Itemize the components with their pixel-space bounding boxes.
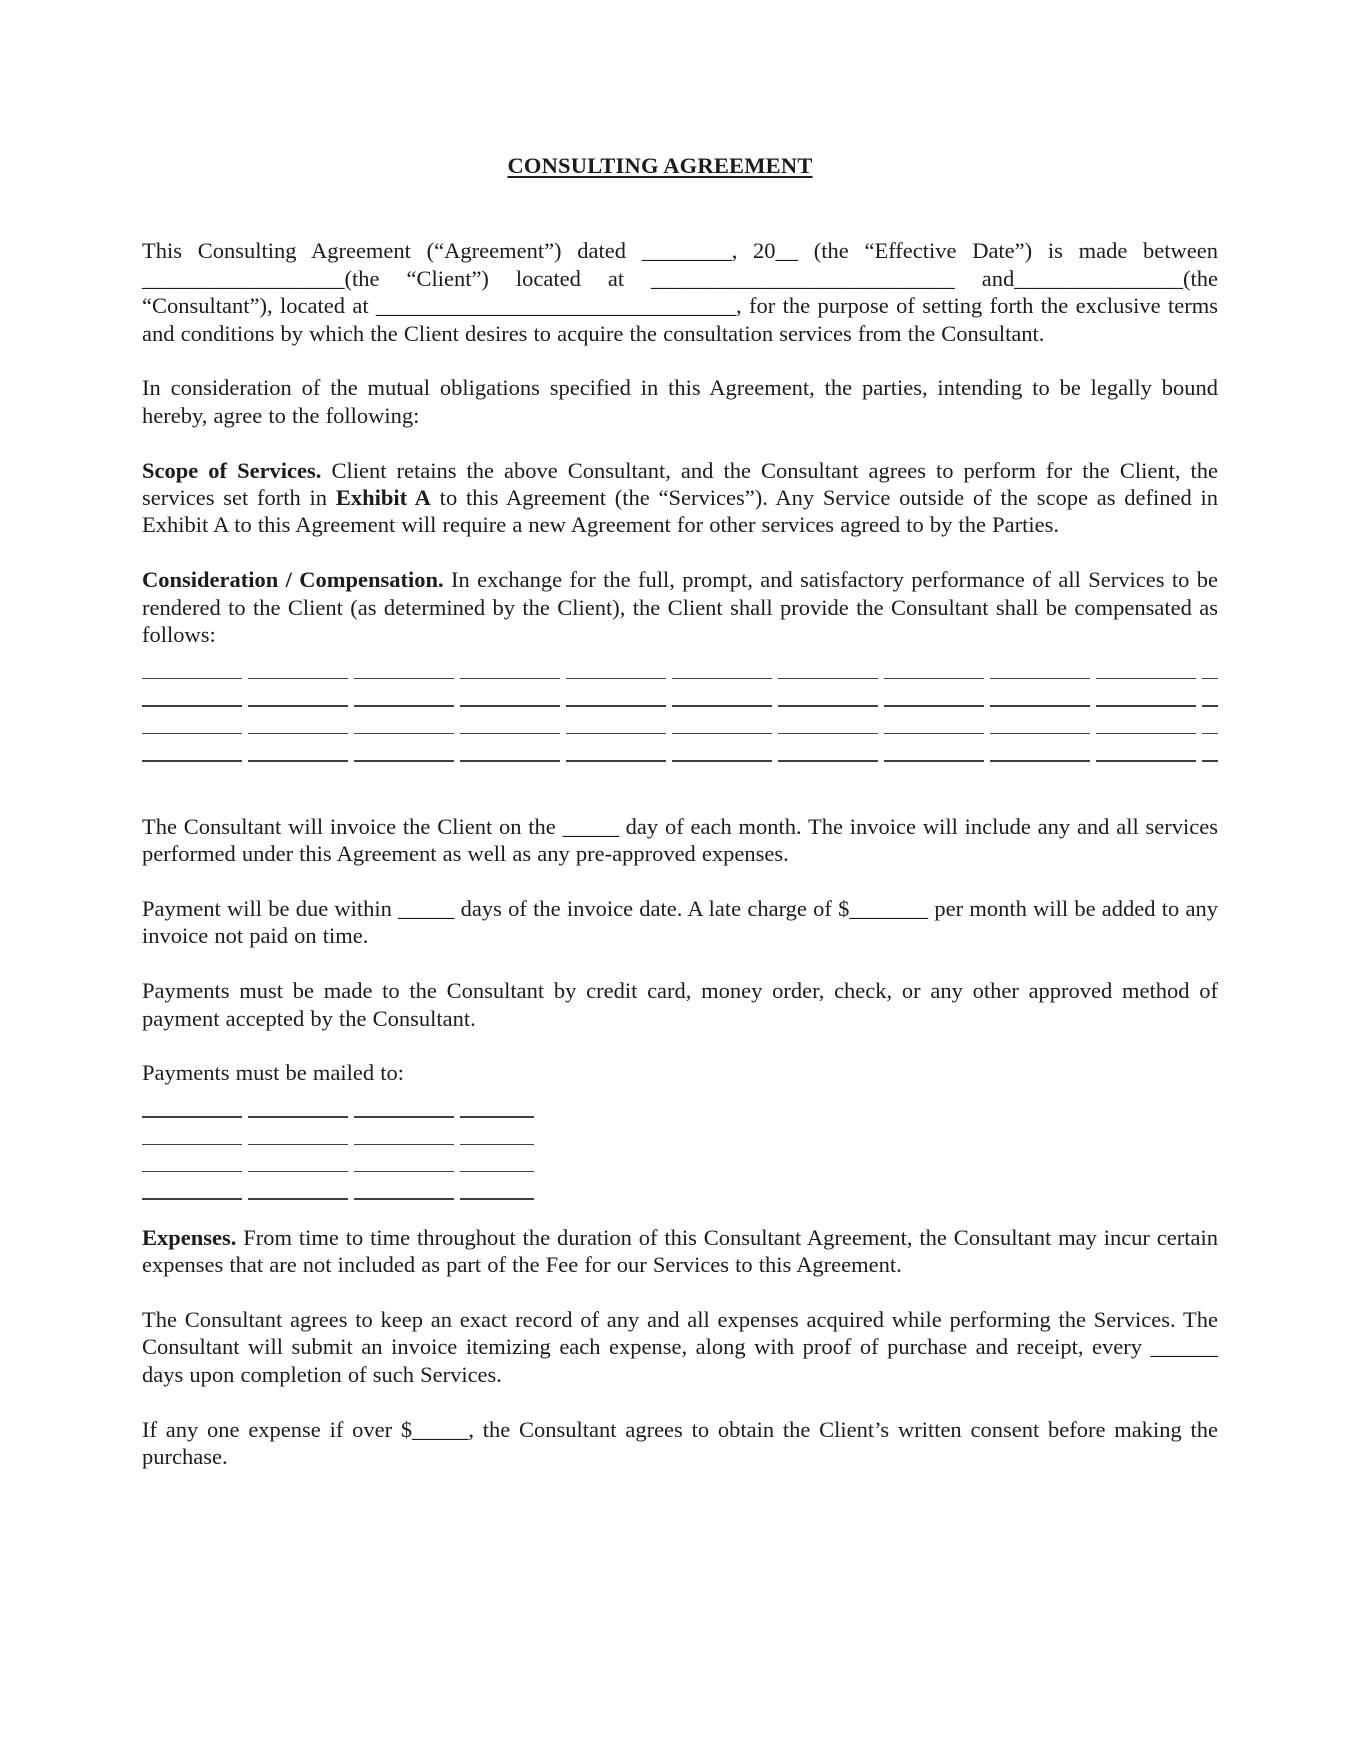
bold-text-run: Expenses. [142,1224,237,1250]
paragraph-scope-of-services [142,457,1218,539]
paragraph-payments-mailed-to [142,1059,1218,1086]
compensation-blank-lines [142,676,1218,786]
bold-text-run: Scope of Services. [142,457,322,483]
blank-fill-in-line[interactable] [142,731,1218,758]
text-run: The Consultant will invoice the Client on the _____ day of each month. The invoice will include any and all services performed under this Agreement as well as any pre-approved expenses. [142,813,1218,867]
bold-text-run: Consideration / Compensation. [142,567,444,593]
blank-fill-in-line[interactable] [142,758,1218,785]
text-run: Client retains the above Consultant, and the Consultant agrees to perform for the Client, the services set forth in [142,457,1218,511]
text-run: If any one expense if over $_____, the Consultant agrees to obtain the Client’s written consent before making the purchase. [142,1416,1218,1469]
text-run: The Consultant agrees to keep an exact record of any and all expenses acquired while performing the Services. The Consultant will submit an invoice itemizing each expense, along with proof of purchase and receipt, every ______ days upon completion of such Services. [142,1306,1218,1387]
mailing-address-blank-lines [142,1114,1218,1224]
paragraph-invoice-schedule [142,813,1218,868]
text-run: Payment will be due within _____ days of the invoice date. A late charge of $_______ per month will be added to any invoice not paid on time. [142,896,1218,949]
document-content [142,152,1218,1498]
blank-fill-in-line[interactable] [142,703,1218,730]
paragraph-payment-methods [142,977,1218,1032]
text-run: Payments must be mailed to: [142,1060,404,1086]
text-run: From time to time throughout the duration of this Consultant Agreement, the Consultant may incur certain expenses that are not included as part of the Fee for our Services to this Agreement. [142,1224,1218,1278]
paragraph-mutual-obligations [142,374,1218,429]
paragraph-expense-consent [142,1416,1218,1471]
blank-fill-in-line[interactable] [142,1142,1218,1169]
blank-fill-in-line[interactable] [142,1114,1218,1141]
paragraph-expenses [142,1224,1218,1279]
document-title: CONSULTING AGREEMENT [507,153,813,178]
bold-text-run: Exhibit A [335,485,431,511]
text-run: In exchange for the full, prompt, and satisfactory performance of all Services to be rendered to the Client (as determined by the Client), the Client shall provide the Consultant shall be compensated as follows: [142,567,1218,648]
paragraph-consideration-compensation [142,566,1218,648]
text-run: to this Agreement (the “Services”). Any Service outside of the scope as defined in Exhibit A to this Agreement will require a new Agreement for other services agreed to by the Parties. [142,485,1218,538]
text-run: In consideration of the mutual obligations specified in this Agreement, the parties, intending to be legally bound hereby, agree to the following: [142,375,1218,428]
paragraph-payment-due [142,895,1218,950]
blank-fill-in-line[interactable] [142,1196,1218,1223]
blank-fill-in-line[interactable] [142,676,1218,703]
paragraph-expense-records [142,1306,1218,1388]
text-run: Payments must be made to the Consultant by credit card, money order, check, or any other approved method of payment accepted by the Consultant. [142,978,1218,1031]
text-run: This Consulting Agreement (“Agreement”) dated ________, 20__ (the “Effective Date”) is made between __________________(the “Client”) located at ___________________________ and_______________(the “Consultant”), located at ________________________________, for the purpose of setting forth the exclusive terms and conditions by which the Client desires to acquire the consultation services from the Consultant. [142,238,1218,346]
blank-fill-in-line[interactable] [142,1169,1218,1196]
paragraph-intro [142,237,1218,347]
